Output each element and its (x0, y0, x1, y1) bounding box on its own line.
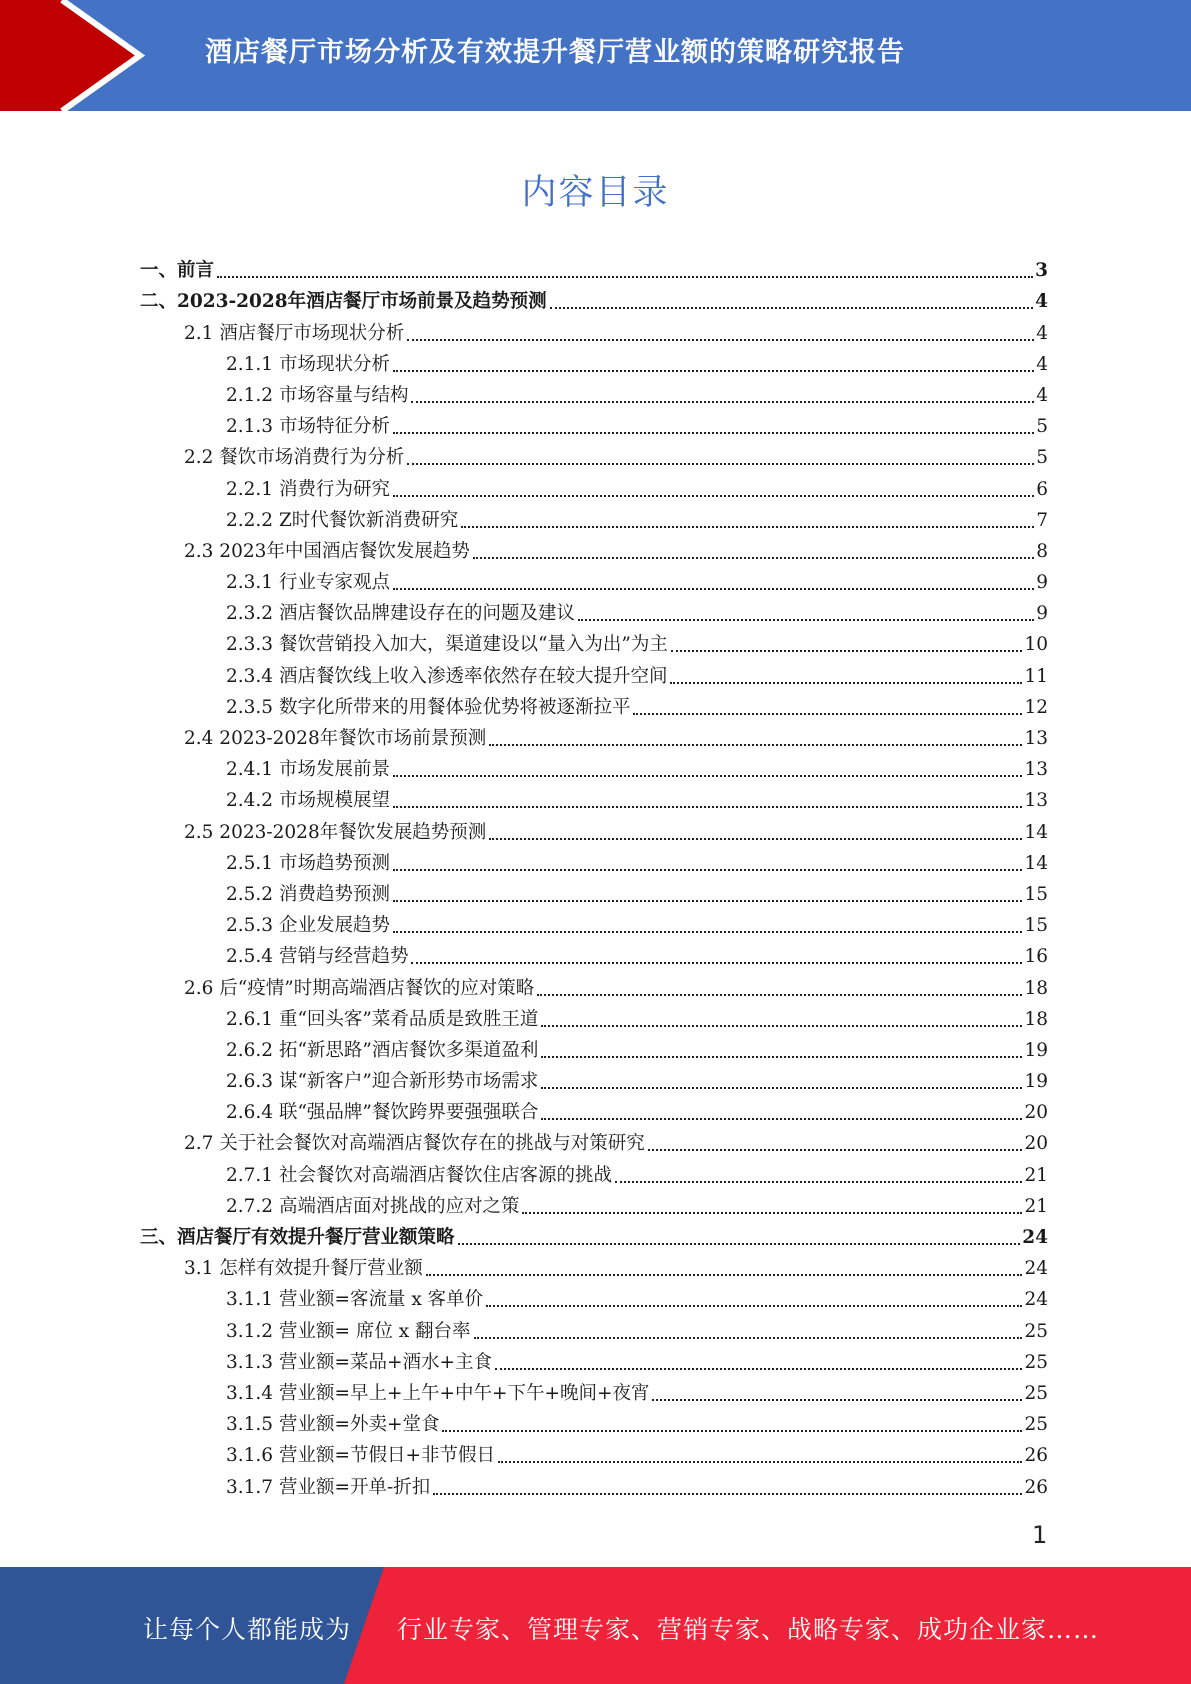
toc-entry-title: 2.7.1 社会餐饮对高端酒店餐饮住店客源的挑战 (226, 1164, 612, 1186)
toc-entry-page: 25 (1024, 1382, 1048, 1404)
toc-entry-title: 2.4 2023-2028年餐饮市场前景预测 (184, 728, 487, 749)
toc-entry[interactable] (140, 1284, 1048, 1315)
toc-entry-title: 3.1.2 营业额= 席位 x 翻台率 (226, 1320, 471, 1342)
toc-entry-title: 2.7.2 高端酒店面对挑战的应对之策 (226, 1195, 520, 1217)
toc-leader-dots (393, 805, 1022, 808)
toc-entry[interactable] (140, 473, 1048, 504)
toc-entry-title: 2.5 2023-2028年餐饮发展趋势预测 (184, 821, 487, 843)
toc-entry-page: 24 (1022, 1227, 1048, 1248)
toc-entry-title: 3.1.4 营业额=早上+上午+中午+下午+晚间+夜宵 (226, 1382, 650, 1404)
toc-leader-dots (411, 400, 1034, 403)
toc-leader-dots (489, 743, 1022, 746)
toc-leader-dots (433, 1492, 1022, 1495)
report-title: 酒店餐厅市场分析及有效提升餐厅营业额的策略研究报告 (205, 37, 905, 68)
toc-leader-dots (473, 556, 1034, 559)
toc-entry[interactable] (140, 1191, 1048, 1222)
toc-entry-page: 11 (1024, 665, 1048, 687)
footer-band (0, 1567, 1191, 1684)
toc-entry-title: 2.3 2023年中国酒店餐饮发展趋势 (184, 540, 470, 562)
toc-entry-page: 5 (1036, 416, 1048, 438)
toc-leader-dots (648, 1148, 1023, 1151)
toc-entry-title: 2.6.2 拓“新思路”酒店餐饮多渠道盈利 (226, 1039, 539, 1061)
page-number: 1 (1032, 1521, 1048, 1549)
toc-entry-page: 4 (1036, 322, 1048, 344)
toc-entry-page: 10 (1024, 634, 1048, 656)
toc-entry-page: 3 (1035, 260, 1048, 282)
header-band (0, 0, 1191, 111)
toc-entry-page: 20 (1024, 1133, 1048, 1155)
toc-leader-dots (495, 1367, 1022, 1370)
toc-entry-page: 25 (1024, 1320, 1048, 1342)
toc-entry-title: 3.1.1 营业额=客流量 x 客单价 (226, 1289, 484, 1311)
toc-leader-dots (522, 1211, 1022, 1214)
toc-entry[interactable] (140, 598, 1048, 629)
toc-leader-dots (407, 462, 1034, 465)
toc-leader-dots (652, 1398, 1022, 1401)
toc-entry-title: 2.1.1 市场现状分析 (226, 353, 390, 375)
toc-entry-title: 2.6.1 重“回头客”菜肴品质是致胜王道 (226, 1008, 539, 1030)
toc-entry[interactable] (140, 505, 1048, 536)
toc-entry-title: 2.1 酒店餐厅市场现状分析 (184, 322, 405, 344)
toc-leader-dots (671, 649, 1023, 652)
toc-entry-page: 13 (1024, 728, 1048, 749)
toc-entry-page: 4 (1036, 353, 1048, 375)
toc-entry[interactable] (140, 317, 1048, 348)
toc-leader-dots (541, 1055, 1022, 1058)
toc-entry-page: 13 (1024, 759, 1048, 781)
toc-entry-title: 2.5.3 企业发展趋势 (226, 915, 390, 937)
toc-entry-page: 19 (1024, 1071, 1048, 1093)
toc-entry[interactable] (140, 972, 1048, 1003)
toc-leader-dots (578, 618, 1034, 621)
toc-entry-page: 26 (1024, 1445, 1048, 1467)
toc-entry-page: 21 (1024, 1164, 1048, 1186)
toc-leader-dots (489, 837, 1022, 840)
toc-leader-dots (486, 1304, 1022, 1307)
toc-entry[interactable] (140, 1378, 1048, 1409)
toc-entry-page: 20 (1024, 1102, 1048, 1124)
footer-slogan-right: 行业专家、管理专家、营销专家、战略专家、成功企业家…… (397, 1615, 1100, 1644)
toc-entry[interactable] (140, 1347, 1048, 1378)
toc-leader-dots (393, 369, 1034, 372)
toc-leader-dots (393, 431, 1034, 434)
toc-entry[interactable] (140, 1097, 1048, 1128)
toc-entry-title: 2.3.4 酒店餐饮线上收入渗透率依然存在较大提升空间 (226, 665, 668, 687)
toc-entry-page: 9 (1036, 572, 1048, 594)
toc-entry-title: 2.6.4 联“强品牌”餐饮跨界要强强联合 (226, 1102, 539, 1124)
toc-entry-page: 18 (1024, 1008, 1048, 1030)
toc-entry[interactable] (140, 910, 1048, 941)
toc-entry-title: 三、酒店餐厅有效提升餐厅营业额策略 (140, 1227, 455, 1248)
toc-entry-title: 2.5.2 消费趋势预测 (226, 883, 390, 905)
toc-leader-dots (393, 868, 1022, 871)
toc-entry-title: 2.7 关于社会餐饮对高端酒店餐饮存在的挑战与对策研究 (184, 1133, 645, 1155)
toc-entry-page: 25 (1024, 1351, 1048, 1373)
toc-entry-title: 2.2.1 消费行为研究 (226, 478, 390, 500)
toc-entry-title: 2.1.3 市场特征分析 (226, 416, 390, 438)
toc-leader-dots (541, 1086, 1022, 1089)
toc-leader-dots (217, 275, 1033, 278)
toc-entry[interactable] (140, 1128, 1048, 1159)
toc-entry-title: 2.2.2 Z时代餐饮新消费研究 (226, 509, 459, 531)
toc-entry-page: 5 (1036, 447, 1048, 469)
toc-entry-title: 2.1.2 市场容量与结构 (226, 384, 409, 406)
toc-entry-page: 24 (1024, 1258, 1048, 1280)
toc-entry-page: 12 (1024, 696, 1048, 718)
toc-leader-dots (498, 1460, 1022, 1463)
toc-entry[interactable] (140, 349, 1048, 380)
toc-leader-dots (615, 1180, 1022, 1183)
toc-leader-dots (411, 961, 1022, 964)
toc-leader-dots (393, 930, 1022, 933)
toc-entry[interactable] (140, 536, 1048, 567)
toc-entry-title: 2.4.1 市场发展前景 (226, 759, 390, 781)
toc-leader-dots (393, 587, 1034, 590)
toc-leader-dots (393, 899, 1022, 902)
toc-entry-page: 9 (1036, 603, 1048, 625)
toc-entry-title: 2.5.4 营销与经营趋势 (226, 946, 409, 968)
table-of-contents (140, 255, 1048, 1503)
toc-entry[interactable] (140, 1222, 1048, 1253)
toc-leader-dots (393, 774, 1022, 777)
toc-entry[interactable] (140, 442, 1048, 473)
toc-entry[interactable] (140, 255, 1048, 286)
toc-entry[interactable] (140, 754, 1048, 785)
toc-entry-title: 2.3.3 餐饮营销投入加大，渠道建设以“量入为出”为主 (226, 634, 668, 656)
toc-entry[interactable] (140, 879, 1048, 910)
chevron-decoration (0, 0, 150, 111)
toc-entry[interactable] (140, 941, 1048, 972)
toc-entry[interactable] (140, 411, 1048, 442)
toc-entry-page: 7 (1036, 509, 1048, 531)
toc-entry-page: 16 (1024, 946, 1048, 968)
toc-entry-title: 2.5.1 市场趋势预测 (226, 852, 390, 874)
toc-entry-page: 18 (1024, 977, 1048, 999)
toc-entry[interactable] (140, 723, 1048, 754)
toc-entry[interactable] (140, 567, 1048, 598)
toc-entry[interactable] (140, 1004, 1048, 1035)
toc-entry[interactable] (140, 785, 1048, 816)
toc-entry-page: 8 (1036, 540, 1048, 562)
footer-slogan-left: 让每个人都能成为 (143, 1615, 352, 1644)
toc-leader-dots (407, 338, 1034, 341)
toc-entry[interactable] (140, 380, 1048, 411)
toc-entry[interactable] (140, 286, 1048, 317)
toc-entry[interactable] (140, 692, 1048, 723)
toc-entry-title: 3.1 怎样有效提升餐厅营业额 (184, 1258, 423, 1280)
toc-entry-title: 3.1.7 营业额=开单-折扣 (226, 1476, 431, 1498)
toc-entry-title: 3.1.3 营业额=菜品+酒水+主食 (226, 1351, 492, 1373)
toc-entry-title: 2.6.3 谋“新客户”迎合新形势市场需求 (226, 1071, 539, 1093)
toc-entry-title: 一、前言 (140, 260, 215, 282)
toc-leader-dots (393, 494, 1034, 497)
toc-leader-dots (537, 993, 1022, 996)
toc-entry-page: 6 (1036, 478, 1048, 500)
toc-entry-page: 24 (1024, 1289, 1048, 1311)
toc-entry-page: 15 (1024, 883, 1048, 905)
toc-entry-title: 2.6 后“疫情”时期高端酒店餐饮的应对策略 (184, 977, 535, 999)
toc-entry[interactable] (140, 1315, 1048, 1346)
toc-entry[interactable] (140, 1066, 1048, 1097)
toc-entry-page: 26 (1024, 1476, 1048, 1498)
toc-entry[interactable] (140, 1253, 1048, 1284)
toc-entry-page: 15 (1024, 915, 1048, 937)
toc-entry[interactable] (140, 1440, 1048, 1471)
toc-entry-title: 2.2 餐饮市场消费行为分析 (184, 447, 405, 469)
toc-entry[interactable] (140, 1035, 1048, 1066)
toc-entry[interactable] (140, 1471, 1048, 1502)
toc-entry-page: 14 (1024, 852, 1048, 874)
toc-leader-dots (550, 306, 1033, 309)
toc-entry[interactable] (140, 1409, 1048, 1440)
toc-entry-title: 2.3.1 行业专家观点 (226, 572, 390, 594)
toc-entry-page: 14 (1024, 821, 1048, 843)
toc-leader-dots (458, 1242, 1021, 1245)
toc-entry[interactable] (140, 1159, 1048, 1190)
toc-entry-page: 4 (1035, 291, 1048, 313)
toc-entry[interactable] (140, 629, 1048, 660)
toc-heading: 内容目录 (521, 173, 670, 213)
toc-leader-dots (541, 1024, 1022, 1027)
toc-entry-page: 19 (1024, 1039, 1048, 1061)
toc-entry-page: 13 (1024, 790, 1048, 812)
toc-leader-dots (541, 1117, 1022, 1120)
toc-entry-title: 二、2023-2028年酒店餐厅市场前景及趋势预测 (140, 291, 547, 313)
toc-entry[interactable] (140, 660, 1048, 691)
toc-entry-title: 2.3.5 数字化所带来的用餐体验优势将被逐渐拉平 (226, 696, 631, 718)
toc-entry-page: 4 (1036, 384, 1048, 406)
toc-leader-dots (442, 1429, 1022, 1432)
toc-entry-title: 3.1.5 营业额=外卖+堂食 (226, 1414, 440, 1436)
toc-entry-page: 25 (1024, 1414, 1048, 1436)
toc-entry-page: 21 (1024, 1195, 1048, 1217)
toc-leader-dots (633, 712, 1022, 715)
toc-entry-title: 2.4.2 市场规模展望 (226, 790, 390, 812)
toc-entry-title: 3.1.6 营业额=节假日+非节假日 (226, 1445, 495, 1467)
toc-entry[interactable] (140, 848, 1048, 879)
toc-leader-dots (426, 1273, 1023, 1276)
toc-leader-dots (461, 525, 1034, 528)
toc-entry[interactable] (140, 816, 1048, 847)
toc-leader-dots (670, 681, 1022, 684)
toc-entry-title: 2.3.2 酒店餐饮品牌建设存在的问题及建议 (226, 603, 575, 625)
toc-leader-dots (474, 1336, 1023, 1339)
